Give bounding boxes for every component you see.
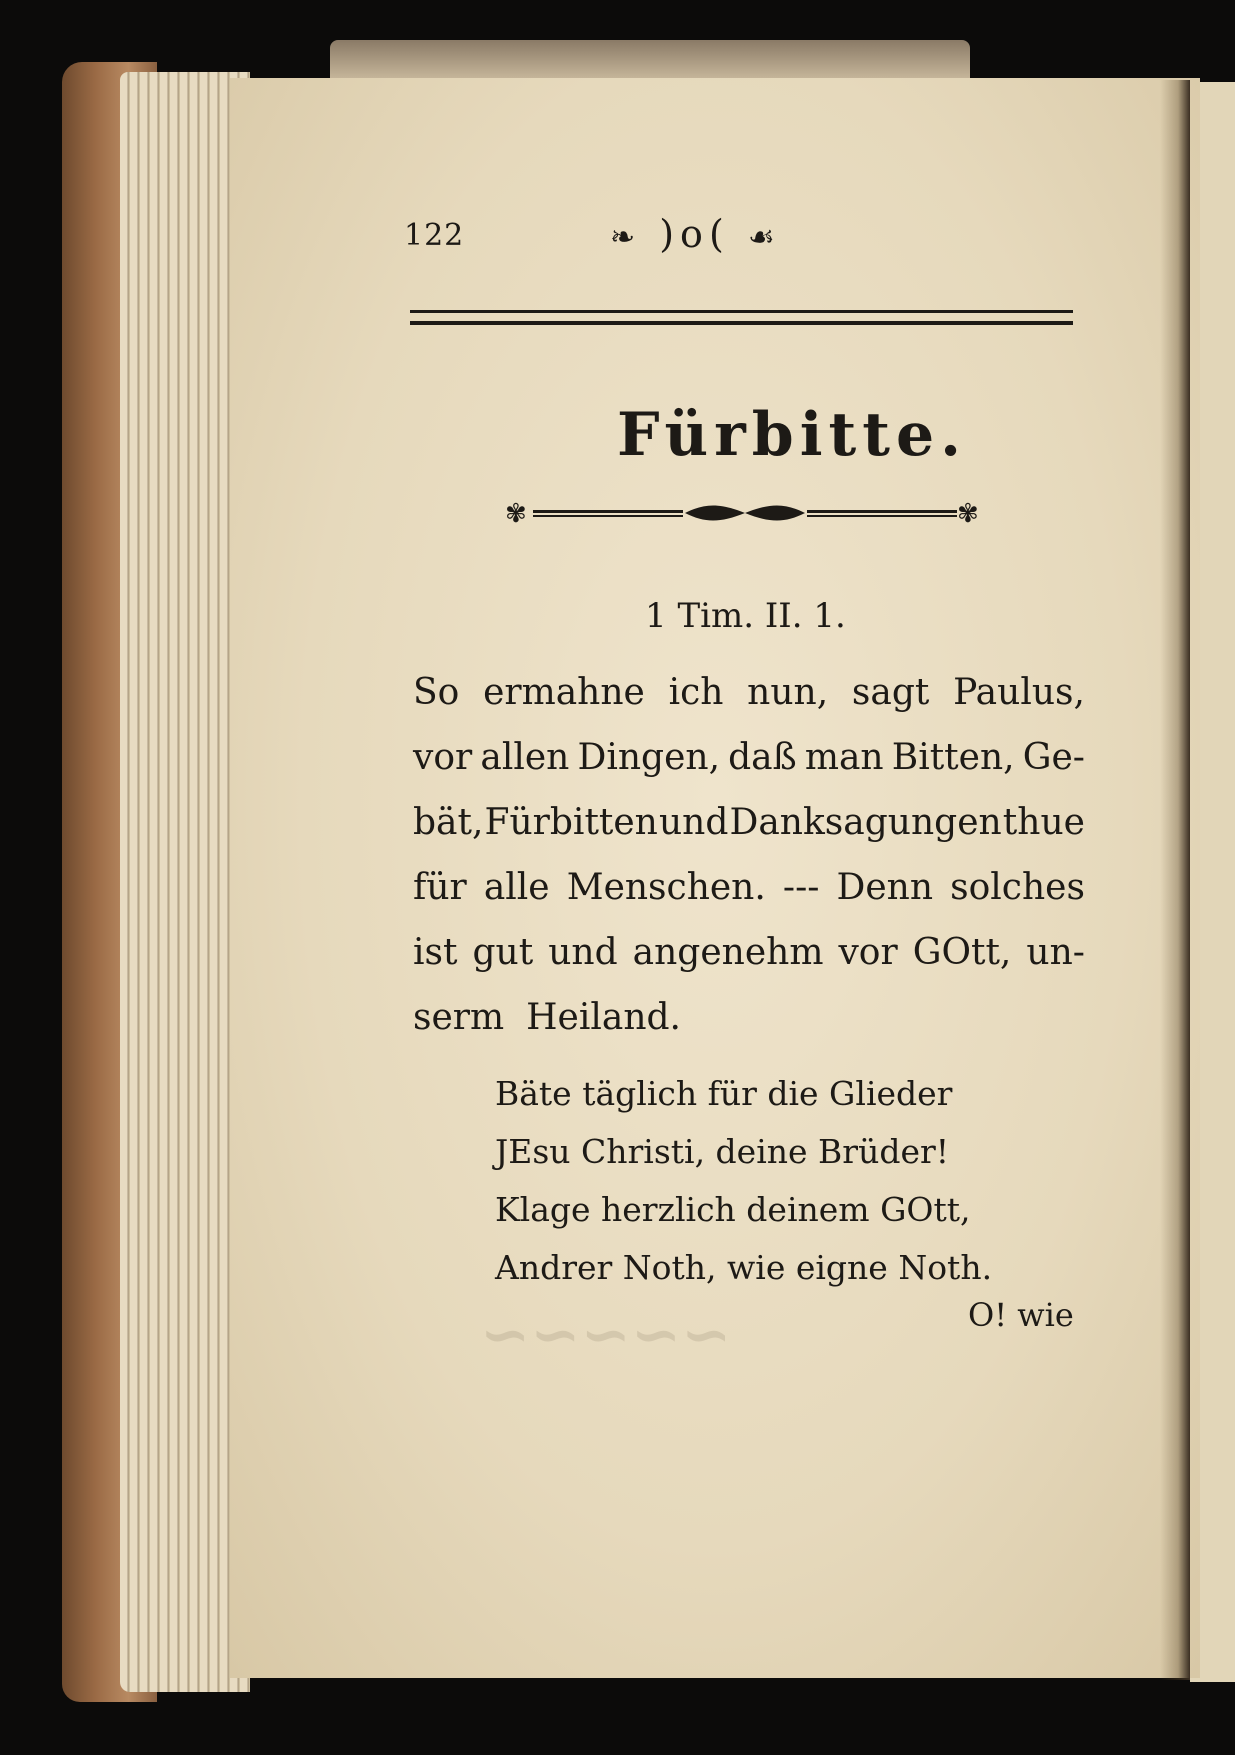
verse-line: Bäte täglich für die Glieder — [495, 1074, 953, 1113]
scripture-quote — [413, 660, 1085, 1050]
prose-line: für alle Menschen. --- Denn solches — [413, 867, 1085, 908]
ornamental-divider — [505, 500, 985, 526]
header-double-rule — [410, 310, 1073, 325]
divider-flourish-left-icon: ✾ — [505, 500, 527, 526]
verse-line: JEsu Christi, deine Brüder! — [495, 1132, 950, 1171]
divider-center-ornament-icon — [685, 506, 805, 521]
page-number: 122 — [404, 218, 465, 253]
prose-line: bät, Fürbitten und Danksagungen thue — [413, 802, 1085, 843]
divider-flourish-right-icon: ✾ — [957, 500, 979, 526]
fleuron-right-icon: ☙ — [747, 220, 781, 255]
verse-line: Andrer Noth, wie eigne Noth. — [495, 1248, 993, 1287]
catchword: O! wie — [968, 1296, 1074, 1334]
prose-line: ist gut und angenehm vor GOtt, un- — [413, 932, 1085, 973]
verse-line: Klage herzlich deinem GOtt, — [495, 1190, 971, 1229]
prose-line: vor allen Dingen, daß man Bitten, Ge- — [413, 737, 1085, 778]
scripture-citation: 1 Tim. II. 1. — [645, 596, 846, 636]
bleed-through-mark: ~~~~~ — [480, 1300, 732, 1370]
hymn-verse — [495, 1065, 992, 1297]
prose-line: So ermahne ich nun, sagt Paulus, — [413, 672, 1085, 713]
section-title: Fürbitte. — [617, 400, 968, 470]
header-ornament — [610, 212, 781, 256]
header-ornament-text: )o( — [659, 212, 730, 256]
prose-line: serm Heiland. — [413, 997, 681, 1038]
book-gutter — [1160, 80, 1190, 1680]
fleuron-left-icon: ❧ — [610, 220, 642, 255]
book-top-edge — [330, 40, 970, 80]
